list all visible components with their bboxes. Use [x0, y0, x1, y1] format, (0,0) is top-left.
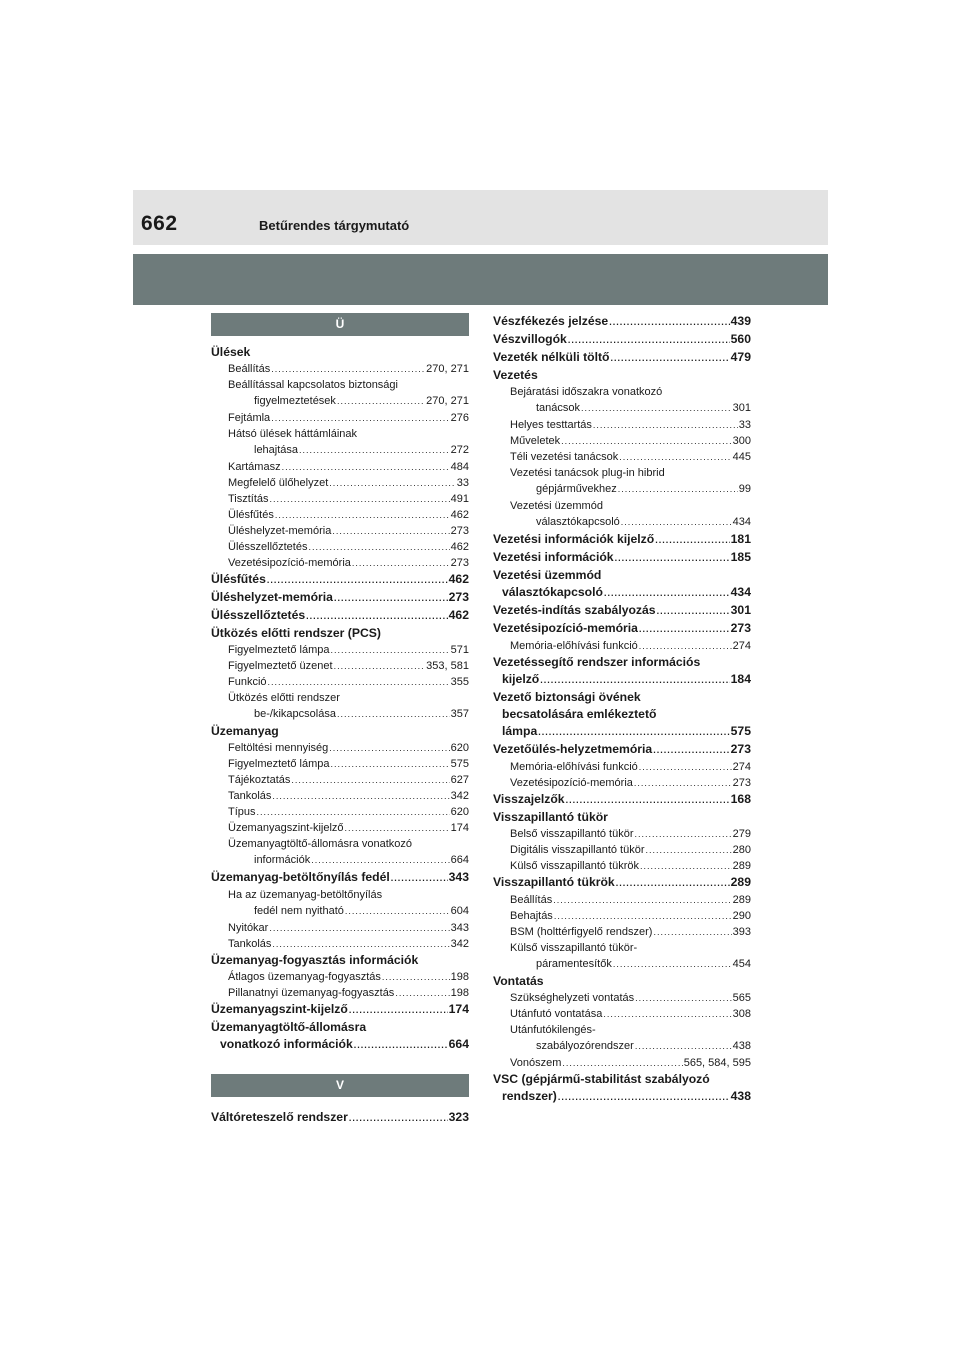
index-subentry: Típus ..... 620: [211, 804, 469, 820]
index-subentry: Üzemanyagszint-kijelző ..... 174: [211, 820, 469, 836]
index-subentry: BSM (holttérfigyelő rendszer) ..... 393: [493, 924, 751, 940]
index-subentry: Ütközés előtti rendszer be-/kikapcsolása ..... 357: [211, 690, 469, 723]
index-entry: Üzemanyagszint-kijelző ..... 174: [211, 1001, 469, 1019]
index-heading: Vontatás: [493, 974, 544, 988]
index-subentry: Szükséghelyzeti vontatás ..... 565: [493, 990, 751, 1006]
index-entry: Üzemanyagtöltő-állomásra vonatkozó információk ..... 664: [211, 1019, 469, 1054]
index-subentry: Funkció ..... 355: [211, 674, 469, 690]
index-subentry: Vezetésipozíció-memória ..... 273: [211, 555, 469, 571]
index-entry: Vezető biztonsági övének becsatolására emlékeztető lámpa ..... 575: [493, 689, 751, 741]
index-subentry: Helyes testtartás ..... 33: [493, 417, 751, 433]
index-subentry: Tankolás ..... 342: [211, 788, 469, 804]
index-subentry: Külső visszapillantó tükör- páramentesítők ..... 454: [493, 940, 751, 973]
index-subentry: Átlagos üzemanyag-fogyasztás ..... 198: [211, 969, 469, 985]
index-subentry: Tisztítás ..... 491: [211, 491, 469, 507]
index-heading: Vezetés: [493, 368, 538, 382]
page-number: 662: [141, 212, 178, 235]
index-entry: Vezetési üzemmód választókapcsoló ..... 434: [493, 567, 751, 602]
index-subentry: Ülésszellőztetés ..... 462: [211, 539, 469, 555]
index-subentry: Vonószem ..... 565, 584, 595: [493, 1055, 751, 1071]
index-heading: Ülések: [211, 345, 251, 359]
index-subentry: Pillanatnyi üzemanyag-fogyasztás ..... 198: [211, 985, 469, 1001]
index-subentry: Ha az üzemanyag-betöltőnyílás fedél nem nyitható ..... 604: [211, 887, 469, 920]
index-subentry: Beállítás ..... 270, 271: [211, 361, 469, 377]
index-column-right: [493, 313, 751, 1106]
index-entry: Váltóreteszelő rendszer ..... 323: [211, 1109, 469, 1127]
index-subentry: Külső visszapillantó tükrök ..... 289: [493, 858, 751, 874]
index-subentry: Hátsó ülések háttámláinak lehajtása ..... 272: [211, 426, 469, 459]
index-subentry: Figyelmeztető lámpa ..... 571: [211, 642, 469, 658]
index-subentry: Memória-előhívási funkció ..... 274: [493, 638, 751, 654]
index-subentry: Bejáratási időszakra vonatkozó tanácsok ..... 301: [493, 384, 751, 417]
index-entry: Ülésfűtés ..... 462: [211, 571, 469, 589]
index-subentry: Megfelelő ülőhelyzet ..... 33: [211, 475, 469, 491]
index-subentry: Kartámasz ..... 484: [211, 459, 469, 475]
index-entry: Vezetés-indítás szabályozás ..... 301: [493, 602, 751, 620]
index-subentry: Fejtámla ..... 276: [211, 410, 469, 426]
index-subentry: Beállítás ..... 289: [493, 892, 751, 908]
index-entry: Ülésszellőztetés ..... 462: [211, 607, 469, 625]
index-entry: Vezetőülés-helyzetmemória ..... 273: [493, 741, 751, 759]
index-column-left: [211, 313, 469, 1127]
index-subentry: Figyelmeztető üzenet ..... 353, 581: [211, 658, 469, 674]
index-entry: VSC (gépjármű-stabilitást szabályozó rendszer) ..... 438: [493, 1071, 751, 1106]
header-band: [133, 254, 828, 305]
index-subentry: Vezetési tanácsok plug-in hibrid gépjárművekhez ..... 99: [493, 465, 751, 498]
index-subentry: Beállítással kapcsolatos biztonsági figyelmeztetések ..... 270, 271: [211, 377, 469, 410]
section-title: Betűrendes tárgymutató: [259, 218, 410, 233]
index-subentry: Belső visszapillantó tükör ..... 279: [493, 826, 751, 842]
index-entry: Vezetési információk kijelző ..... 181: [493, 531, 751, 549]
index-entry: Vezetéssegítő rendszer információs kijelző ..... 184: [493, 654, 751, 689]
index-entry: Vezetésipozíció-memória ..... 273: [493, 620, 751, 638]
index-subentry: Memória-előhívási funkció ..... 274: [493, 759, 751, 775]
index-subentry: Ülésfűtés ..... 462: [211, 507, 469, 523]
index-subentry: Digitális visszapillantó tükör ..... 280: [493, 842, 751, 858]
index-entry: Visszajelzők ..... 168: [493, 791, 751, 809]
index-subentry: Vezetési üzemmód választókapcsoló ..... 434: [493, 498, 751, 531]
index-entry: Vezeték nélküli töltő ..... 479: [493, 349, 751, 367]
letter-heading-v: V: [211, 1074, 469, 1097]
index-subentry: Téli vezetési tanácsok ..... 445: [493, 449, 751, 465]
index-subentry: Figyelmeztető lámpa ..... 575: [211, 756, 469, 772]
index-entry: Vezetési információk ..... 185: [493, 549, 751, 567]
page-header: [133, 190, 828, 245]
index-entry: Visszapillantó tükrök ..... 289: [493, 874, 751, 892]
index-subentry: Vezetésipozíció-memória ..... 273: [493, 775, 751, 791]
letter-heading-u: Ü: [211, 313, 469, 336]
index-heading: Üzemanyag: [211, 724, 279, 738]
index-entry: Üzemanyag-betöltőnyílás fedél ..... 343: [211, 869, 469, 887]
index-subentry: Üzemanyagtöltő-állomásra vonatkozó információk ..... 664: [211, 836, 469, 869]
index-subentry: Tájékoztatás ..... 627: [211, 772, 469, 788]
index-heading: Üzemanyag-fogyasztás információk: [211, 953, 419, 967]
index-subentry: Üléshelyzet-memória ..... 273: [211, 523, 469, 539]
index-subentry: Behajtás ..... 290: [493, 908, 751, 924]
index-subentry: Feltöltési mennyiség ..... 620: [211, 740, 469, 756]
index-subentry: Utánfutókilengés- szabályozórendszer ..... 438: [493, 1022, 751, 1055]
index-entry: Üléshelyzet-memória ..... 273: [211, 589, 469, 607]
index-subentry: Tankolás ..... 342: [211, 936, 469, 952]
index-heading: Visszapillantó tükör: [493, 810, 608, 824]
index-entry: Vészfékezés jelzése ..... 439: [493, 313, 751, 331]
index-subentry: Műveletek ..... 300: [493, 433, 751, 449]
index-heading: Ütközés előtti rendszer (PCS): [211, 626, 381, 640]
index-entry: Vészvillogók ..... 560: [493, 331, 751, 349]
index-subentry: Nyitókar ..... 343: [211, 920, 469, 936]
index-subentry: Utánfutó vontatása ..... 308: [493, 1006, 751, 1022]
